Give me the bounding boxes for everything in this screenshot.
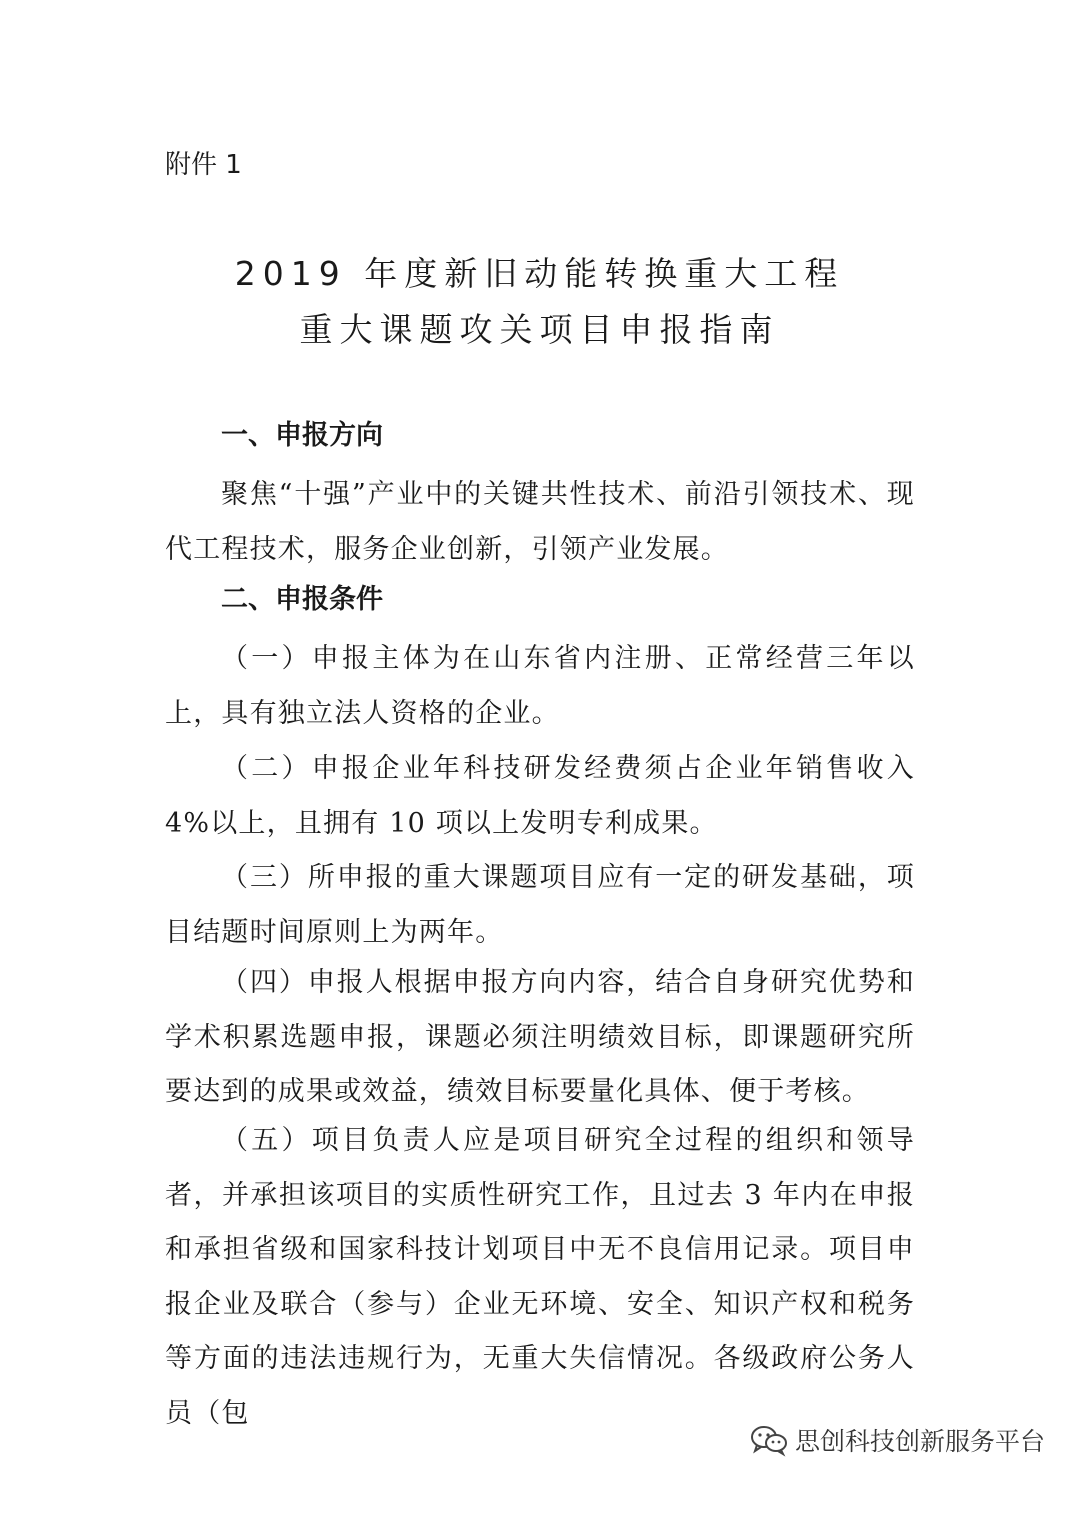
watermark-text: 思创科技创新服务平台 xyxy=(794,1427,1045,1456)
paragraph-condition-2: （二）申报企业年科技研发经费须占企业年销售收入 4%以上，且拥有 10 项以上发明专利成果。 xyxy=(165,753,915,839)
document-title-line-1: 2019 年度新旧动能转换重大工程 xyxy=(234,254,845,293)
paragraph-condition-1: （一）申报主体为在山东省内注册、正常经营三年以上，具有独立法人资格的企业。 xyxy=(165,643,915,729)
paragraph-condition-3: （三）所申报的重大课题项目应有一定的研发基础，项目结题时间原则上为两年。 xyxy=(165,862,915,948)
attachment-label: 附件 1 xyxy=(165,150,242,180)
paragraph-condition-4: （四）申报人根据申报方向内容，结合自身研究优势和学术积累选题申报，课题必须注明绩效目标，即课题研究所要达到的成果或效益，绩效目标要量化具体、便于考核。 xyxy=(165,967,915,1108)
paragraph-condition-5: （五）项目负责人应是项目研究全过程的组织和领导者，并承担该项目的实质性研究工作，且过去 3 年内在申报和承担省级和国家科技计划项目中无不良信用记录。项目申报企业及联合（参与）企业无环境、安全、知识产权和税务等方面的违法违规行为，无重大失信情况。各级政府公务人员（包 xyxy=(165,1125,915,1429)
paragraph-direction: 聚焦“十强”产业中的关键共性技术、前沿引领技术、现代工程技术，服务企业创新，引领产业发展。 xyxy=(165,479,915,565)
wechat-icon xyxy=(749,1424,789,1456)
watermark xyxy=(749,1422,1045,1458)
section-heading-direction: 一、申报方向 xyxy=(221,420,383,451)
document-title-line-2: 重大课题攻关项目申报指南 xyxy=(299,310,780,349)
section-heading-conditions: 二、申报条件 xyxy=(221,584,383,615)
